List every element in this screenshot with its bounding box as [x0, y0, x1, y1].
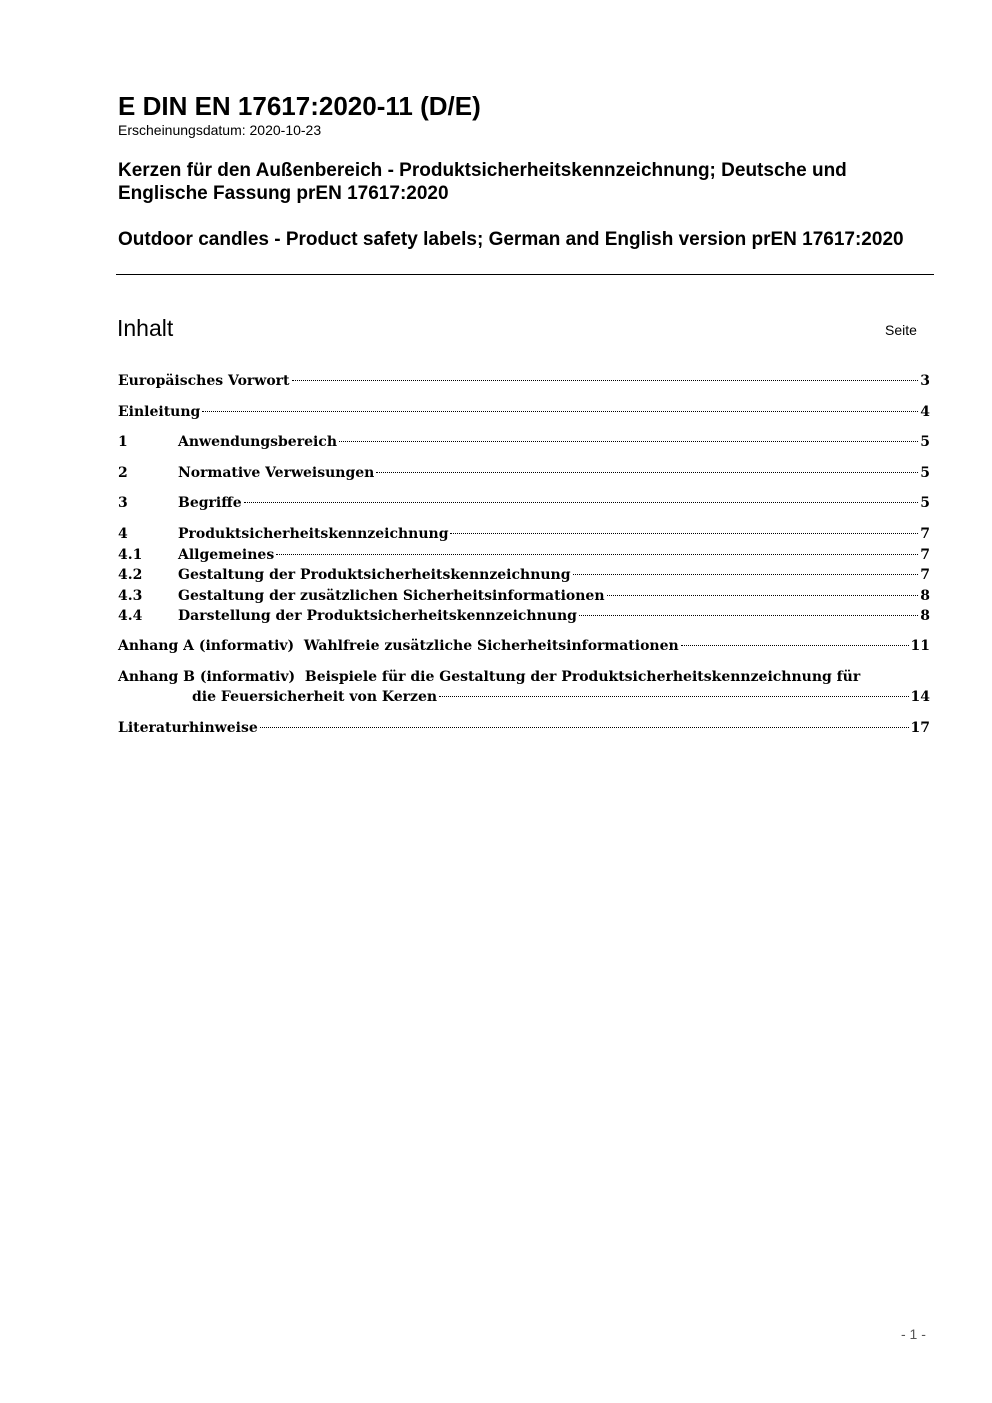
toc-entry-number: 4.3 — [118, 588, 143, 604]
toc-leader — [276, 554, 918, 555]
toc-leader — [579, 615, 918, 616]
toc-entry-allgemeines[interactable] — [118, 545, 930, 565]
toc-entry-page: 5 — [920, 465, 930, 481]
toc-entry-page: 14 — [910, 689, 930, 705]
toc-entry-page: 7 — [920, 526, 930, 542]
toc-leader — [202, 411, 918, 412]
toc-entry-page: 7 — [920, 547, 930, 563]
toc-entry-text: Allgemeines — [178, 547, 275, 563]
toc-entry-page: 4 — [920, 404, 930, 420]
toc-entry-text: Normative Verweisungen — [178, 465, 375, 481]
toc-entry-page: 11 — [910, 638, 930, 654]
title-german: Kerzen für den Außenbereich - Produktsicherheitskennzeichnung; Deutsche und Englische Fassung prEN 17617:2020 — [118, 160, 847, 204]
toc-leader — [244, 502, 919, 503]
toc-leader — [292, 380, 919, 381]
toc-entry-page: 8 — [920, 608, 930, 624]
toc-entry-anwendungsbereich[interactable] — [118, 432, 930, 452]
toc-entry-text: Gestaltung der zusätzlichen Sicherheitsinformationen — [178, 588, 605, 604]
toc-entry-text-line1: Anhang B (informativ) Beispiele für die Gestaltung der Produktsicherheitskennzeichnung für — [118, 669, 861, 685]
toc-entry-normative-verweisungen[interactable] — [118, 463, 930, 483]
toc-entry-literaturhinweise[interactable] — [118, 718, 930, 738]
page-number: - 1 - — [901, 1326, 926, 1342]
toc-leader — [260, 727, 909, 728]
title-english: Outdoor candles - Product safety labels; German and English version prEN 17617:2020 — [118, 229, 904, 250]
toc-entry-europaeisches-vorwort[interactable] — [118, 371, 930, 391]
publication-date: Erscheinungsdatum: 2020-10-23 — [118, 122, 322, 138]
toc-leader — [339, 441, 918, 442]
toc-entry-page: 3 — [920, 373, 930, 389]
toc-leader — [376, 472, 918, 473]
toc-entry-page: 7 — [920, 567, 930, 583]
toc-entry-gestaltung-sicherheitsinformationen[interactable] — [118, 586, 930, 606]
toc-leader — [439, 696, 908, 697]
toc-leader — [573, 574, 919, 575]
toc-entry-text: Gestaltung der Produktsicherheitskennzeichnung — [178, 567, 571, 583]
toc-entry-number: 4.4 — [118, 608, 143, 624]
toc-entry-einleitung[interactable] — [118, 402, 930, 422]
toc-entry-text: Einleitung — [118, 404, 201, 420]
toc-entry-text: Europäisches Vorwort — [118, 373, 290, 389]
toc-entry-page: 17 — [910, 720, 930, 736]
toc-page-label: Seite — [885, 322, 917, 338]
toc-entry-text: Produktsicherheitskennzeichnung — [178, 526, 449, 542]
toc-leader — [450, 533, 918, 534]
toc-entry-page: 8 — [920, 588, 930, 604]
toc-entry-gestaltung-kennzeichnung[interactable] — [118, 565, 930, 585]
toc-entry-number: 1 — [118, 434, 128, 450]
toc-entry-page: 5 — [920, 434, 930, 450]
toc-entry-number: 4.1 — [118, 547, 143, 563]
toc-heading: Inhalt — [117, 315, 174, 341]
toc-entry-number: 3 — [118, 495, 128, 511]
toc-entry-anhang-b[interactable] — [118, 667, 930, 707]
toc-entry-page: 5 — [920, 495, 930, 511]
toc-leader — [681, 645, 909, 646]
toc-entry-produktsicherheitskennzeichnung[interactable] — [118, 524, 930, 544]
toc-entry-darstellung-kennzeichnung[interactable] — [118, 606, 930, 626]
toc-entry-text: Anwendungsbereich — [178, 434, 337, 450]
toc-entry-text: Anhang A (informativ) Wahlfreie zusätzliche Sicherheitsinformationen — [118, 638, 679, 654]
toc-entry-number: 4 — [118, 526, 128, 542]
document-id: E DIN EN 17617:2020-11 (D/E) — [118, 91, 481, 121]
toc-entry-begriffe[interactable] — [118, 493, 930, 513]
toc-entry-number: 4.2 — [118, 567, 143, 583]
toc-entry-text: Begriffe — [178, 495, 242, 511]
toc-entry-text: Darstellung der Produktsicherheitskennzeichnung — [178, 608, 577, 624]
toc-entry-number: 2 — [118, 465, 128, 481]
toc-entry-text-line2: die Feuersicherheit von Kerzen — [192, 689, 438, 705]
header-divider — [116, 274, 934, 275]
toc-entry-anhang-a[interactable] — [118, 636, 930, 656]
toc-leader — [607, 595, 919, 596]
toc-entry-text: Literaturhinweise — [118, 720, 258, 736]
